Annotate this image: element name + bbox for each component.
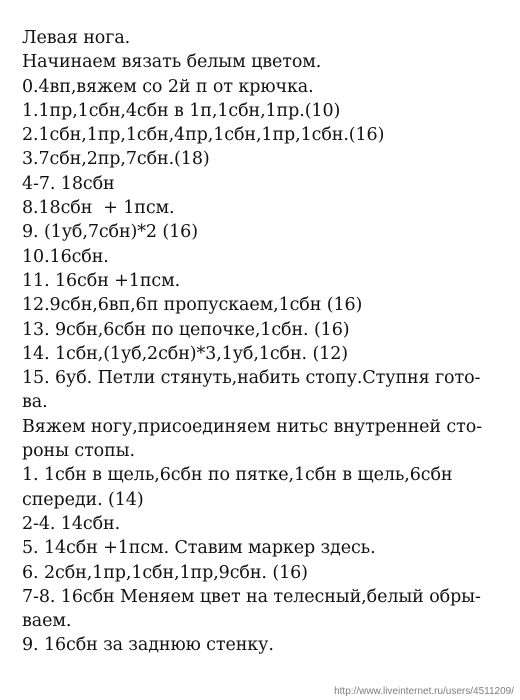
text-line: роны стопы. xyxy=(22,441,135,462)
text-line: 2.1сбн,1пр,1сбн,4пр,1сбн,1пр,1сбн.(16) xyxy=(22,125,385,146)
text-line: 3.7сбн,2пр,7сбн.(18) xyxy=(22,149,210,170)
text-line: 9. 16сбн за заднюю стенку. xyxy=(22,635,274,656)
text-line: 7-8. 16сбн Меняем цвет на телесный,белый обры- xyxy=(22,586,481,607)
text-line: 13. 9сбн,6сбн по цепочке,1сбн. (16) xyxy=(22,319,350,340)
text-line: 4-7. 18сбн xyxy=(22,173,115,194)
text-line: 1.1пр,1сбн,4сбн в 1п,1сбн,1пр.(10) xyxy=(22,100,341,121)
text-line: Вяжем ногу,присоединяем нитьс внутренней сто- xyxy=(22,416,482,437)
text-line: 5. 14сбн +1псм. Ставим маркер здесь. xyxy=(22,538,376,559)
text-line: 1. 1сбн в щель,6сбн по пятке,1сбн в щель,6сбн xyxy=(22,465,453,486)
text-line: 11. 16сбн +1псм. xyxy=(22,270,181,291)
text-line: 8.18сбн + 1псм. xyxy=(22,198,175,219)
pattern-text xyxy=(22,26,512,658)
text-line: 14. 1сбн,(1уб,2сбн)*3,1уб,1сбн. (12) xyxy=(22,343,348,364)
text-line: 12.9сбн,6вп,6п пропускаем,1сбн (16) xyxy=(22,295,363,316)
text-line: ваем. xyxy=(22,611,72,632)
text-line: 9. (1уб,7сбн)*2 (16) xyxy=(22,222,198,243)
text-line: Начинаем вязать белым цветом. xyxy=(22,52,322,73)
text-line: 6. 2сбн,1пр,1сбн,1пр,9сбн. (16) xyxy=(22,562,308,583)
text-line: ва. xyxy=(22,392,48,413)
text-line: 2-4. 14сбн. xyxy=(22,513,121,534)
watermark-url: http://www.liveinternet.ru/users/4511209/ xyxy=(334,686,514,697)
text-line: 10.16сбн. xyxy=(22,246,109,267)
text-line: спереди. (14) xyxy=(22,489,144,510)
title-line: Левая нога. xyxy=(22,28,131,48)
text-line: 15. 6уб. Петли стянуть,набить стопу.Ступня гото- xyxy=(22,368,481,389)
text-line: 0.4вп,вяжем со 2й п от крючка. xyxy=(22,76,314,97)
